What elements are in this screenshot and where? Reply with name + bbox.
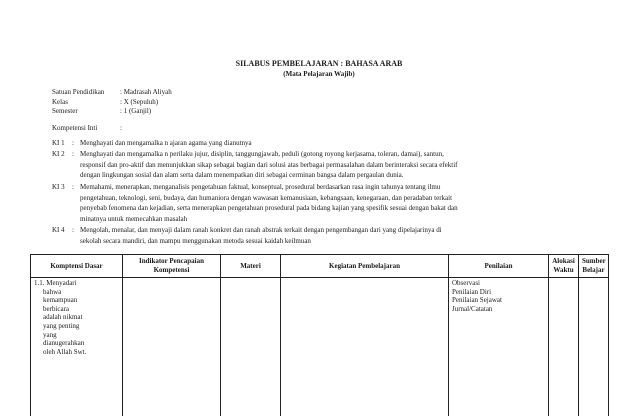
- kd-line: berbicara: [43, 304, 70, 313]
- ki-3: KI 3 : Memahami, menerapkan, menganalisis pengetahuan faktual, konseptual, prosedural berdasarkan rasa ingin tahunya tentang ilmu pengetahuan, teknologi, seni, budaya, dan humaniora dengan wawasan kemanusiaan, kebangsaan, kenegaraan, dan peradaban terkait penyebab fenomena dan kejadian, serta menerapkan pengetahuan prosedural pada bidang kajian yang spesifik sesuai dengan bakat dan minatnya untuk memecahkan masalah: [52, 182, 612, 224]
- header-alokasi: Alokasi Waktu: [549, 255, 579, 278]
- kd-line: adalah nikmat: [43, 313, 83, 322]
- penilaian-item: Penilaian Diri: [452, 287, 492, 296]
- ki-4: KI 4 : Mengolah, menalar, dan menyaji dalam ranah konkret dan ranah abstrak terkait dengan pengembangan dari yang dipelajarinya di sekolah secara mandiri, dan mampu menggunakan metoda sesuai kaidah keilmuan: [52, 225, 612, 246]
- meta-semester: [52, 107, 151, 116]
- cell-alokasi: [549, 278, 579, 416]
- cell-penilaian: [449, 278, 549, 416]
- kd-line: yang: [43, 330, 57, 339]
- header-penilaian: Penilaian: [449, 255, 549, 278]
- ki-line: Menghayati dan mengamalka n ajaran agama yang dianutnya: [80, 139, 252, 147]
- meta-kelas: [52, 98, 158, 107]
- meta-value: : Madrasah Aliyah: [120, 88, 172, 96]
- cell-kegiatan: [281, 278, 449, 416]
- ki-text: [80, 138, 612, 149]
- cell-sumber: [579, 278, 609, 416]
- ki-line: pengetahuan, teknologi, seni, budaya, dan humaniora dengan wawasan kemanusiaan, kebangsaan, kenegaraan, dan peradaban terkait: [80, 193, 453, 202]
- ki-line: sekolah secara mandiri, dan mampu menggunakan metoda sesuai kaidah keilmuan: [80, 236, 311, 245]
- ki-line: Memahami, menerapkan, menganalisis pengetahuan faktual, konseptual, prosedural berdasarkan rasa ingin tahunya tentang ilmu: [80, 183, 441, 191]
- meta-label: Semester: [52, 107, 78, 115]
- ki-code: KI 1: [52, 139, 65, 147]
- penilaian-item: Observasi: [452, 279, 480, 287]
- kd-line: dianugerahkan: [43, 339, 85, 348]
- meta-value: : X (Sepuluh): [120, 98, 159, 106]
- header-indikator: Indikator Pencapaian Kompetensi: [123, 255, 221, 278]
- ki-line: minatnya untuk memecahkan masalah: [80, 214, 188, 223]
- meta-value: : 1 (Ganjil): [120, 107, 152, 115]
- ki-text: [80, 225, 612, 246]
- kd-line: kemampuan: [43, 296, 78, 305]
- ki-line: penyebab fenomena dan kejadian, serta menerapkan pengetahuan prosedural pada bidang kajian yang spesifik sesuai dengan bakat dan: [80, 204, 458, 212]
- ki-code: KI 3: [52, 183, 65, 191]
- ki-line: Mengolah, menalar, dan menyaji dalam ranah konkret dan ranah abstrak terkait dengan pengembangan dari yang dipelajarinya di: [80, 226, 442, 234]
- penilaian-item: Jurnal/Catatan: [452, 304, 493, 313]
- kd-number: 1.1. Menyadari: [34, 279, 77, 287]
- ki-2: KI 2 : Menghayati dan mengamalka n perilaku jujur, disiplin, tanggungjawab, peduli (gotong royong kerjasama, toleran, damai), santun, responsif dan pro-aktif dan menunjukkan sikap sebagai bagian dari solusi atas berbagai permasalahan dalam berinteraksi secara efektif dengan lingkungan sosial dan alam serta dalam menempatkan diri sebagai cerminan bangsa dalam pergaulan dunia.: [52, 149, 612, 181]
- document-subtitle: (Mata Pelajaran Wajib): [283, 70, 355, 78]
- ki-code: KI 4: [52, 226, 65, 234]
- ki-code: KI 2: [52, 150, 65, 158]
- ki-line: dengan lingkungan sosial dan alam serta dalam menempatkan diri sebagai cerminan bangsa dalam pergaulan dunia.: [80, 171, 404, 179]
- kd-line: yang penting: [43, 321, 80, 330]
- syllabus-table: [30, 254, 609, 416]
- header-kompetensi-dasar: Komptensi Dasar: [31, 255, 123, 278]
- kd-line: oleh Allah Swt.: [43, 347, 87, 356]
- ki-line: responsif dan pro-aktif dan menunjukkan sikap sebagai bagian dari solusi atas berbagai permasalahan dalam berinteraksi secara efektif: [80, 160, 458, 169]
- kompetensi-inti-colon: :: [120, 124, 122, 132]
- table-row: [31, 278, 609, 416]
- meta-label: Kelas: [52, 98, 68, 106]
- meta-satuan-pendidikan: [52, 88, 172, 97]
- table-header-row: [31, 255, 609, 278]
- kompetensi-inti-heading: [52, 124, 122, 133]
- cell-kompetensi-dasar: [31, 278, 123, 416]
- header-kegiatan: Kegiatan Pembelajaran: [281, 255, 449, 278]
- kd-line: bahwa: [43, 287, 62, 296]
- header-materi: Materi: [221, 255, 281, 278]
- ki-line: Menghayati dan mengamalka n perilaku jujur, disiplin, tanggungjawab, peduli (gotong royong kerjasama, toleran, damai), santun,: [80, 150, 444, 158]
- cell-indikator: [123, 278, 221, 416]
- ki-1: KI 1 : Menghayati dan mengamalka n ajaran agama yang dianutnya: [52, 138, 612, 149]
- header-sumber: Sumber Belajar: [579, 255, 609, 278]
- ki-text: [80, 149, 612, 181]
- kompetensi-inti-label: Kompetensi Inti: [52, 124, 98, 132]
- meta-label: Satuan Pendidikan: [52, 88, 105, 96]
- ki-text: [80, 182, 612, 224]
- document-title: SILABUS PEMBELAJARAN : BAHASA ARAB: [235, 59, 403, 68]
- cell-materi: [221, 278, 281, 416]
- penilaian-item: Penilaian Sejawat: [452, 296, 502, 305]
